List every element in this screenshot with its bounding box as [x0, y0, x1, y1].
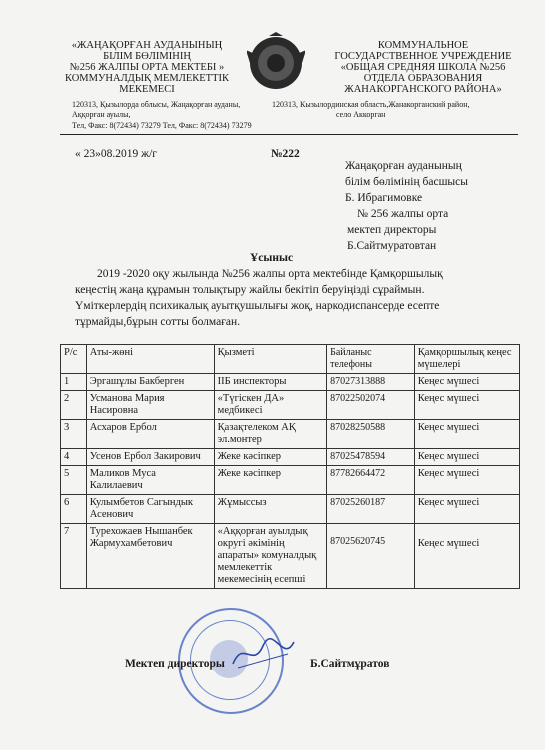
addressee-block [345, 158, 535, 254]
addressee-line: № 256 жалпы орта [357, 208, 449, 220]
addressee-line: Б. Ибрагимовке [345, 192, 423, 204]
member-position: Жеке кәсіпкер [214, 449, 326, 466]
header-cell: Р/с [61, 345, 87, 374]
header-divider [60, 134, 518, 135]
row-number: 2 [61, 391, 87, 420]
header-left [52, 40, 242, 95]
member-position: «Аққорған ауылдық округі әкімінің апараты» комуналдық мемлекеттік мекемесінің есепші [214, 524, 326, 589]
doc-title: Ұсыныс [250, 252, 294, 264]
member-role: Кеңес мүшесі [414, 420, 519, 449]
row-number: 5 [61, 466, 87, 495]
header-left-line: КОММУНАЛДЫҚ МЕМЛЕКЕТТІК [64, 73, 230, 84]
table-row [61, 524, 520, 589]
signature-left: Мектеп директоры [125, 658, 225, 670]
table-row [61, 374, 520, 391]
addressee-line: білім бөлімінің басшысы [345, 176, 468, 188]
member-position: Жеке кәсіпкер [214, 466, 326, 495]
member-name: Маликов Муса Калилаевич [86, 466, 214, 495]
member-role: Кеңес мүшесі [414, 466, 519, 495]
member-role: Кеңес мүшесі [414, 374, 519, 391]
state-emblem-icon [247, 32, 305, 94]
member-phone: 87025260187 [327, 495, 415, 524]
header-right-line: КОММУНАЛЬНОЕ [377, 40, 469, 51]
member-name: Турехожаев Нышанбек Жармухамбетович [86, 524, 214, 589]
row-number: 3 [61, 420, 87, 449]
addressee-line: мектеп директоры [347, 224, 437, 236]
table-row [61, 466, 520, 495]
member-name: Усманова Мария Насировна [86, 391, 214, 420]
member-position: ІІБ инспекторы [214, 374, 326, 391]
member-phone: 87025620745 [327, 524, 415, 589]
address-right [272, 100, 522, 119]
doc-date: « 23»08.2019 ж/г [75, 148, 157, 160]
member-phone: 87028250588 [327, 420, 415, 449]
header-left-line: МЕКЕМЕСІ [119, 84, 175, 95]
members-table [60, 344, 520, 589]
member-role: Кеңес мүшесі [414, 524, 519, 589]
request-paragraph [75, 266, 525, 330]
header-right-line: ЖАНАКОРГАНСКОГО РАЙОНА» [344, 84, 502, 95]
table-header-row [61, 345, 520, 374]
member-phone: 87022502074 [327, 391, 415, 420]
member-phone: 87025478594 [327, 449, 415, 466]
row-number: 7 [61, 524, 87, 589]
addressee-line: Жаңақорған ауданының [345, 160, 462, 172]
paragraph-line: кеңестің жаңа құрамын толықтыру жайлы бекітіп беруіңізді сұраймын. [75, 284, 425, 296]
paragraph-line: 2019 -2020 оқу жылында №256 жалпы орта мектебінде Қамқоршылық [97, 268, 443, 280]
address-left [72, 100, 272, 119]
row-number: 6 [61, 495, 87, 524]
header-cell: Қызметі [214, 345, 326, 374]
address-left-line: 120313, Қызылорда облысы, Жаңақорған ауданы, [72, 100, 241, 109]
table-row [61, 449, 520, 466]
header-left-line: №256 ЖАЛПЫ ОРТА МЕКТЕБІ » [69, 62, 225, 73]
address-left-line: Аққорған ауылы, [72, 109, 131, 119]
header-right [318, 40, 528, 95]
doc-number: №222 [271, 148, 300, 160]
handwritten-signature-icon [228, 634, 298, 674]
header-right-line: «ОБЩАЯ СРЕДНЯЯ ШКОЛА №256 [340, 62, 506, 73]
member-name: Усенов Ербол Закирович [86, 449, 214, 466]
member-role: Кеңес мүшесі [414, 391, 519, 420]
header-left-line: БІЛІМ БӨЛІМІНІҢ [103, 51, 191, 62]
member-name: Кулымбетов Сагындык Асенович [86, 495, 214, 524]
address-right-line: село Аккорган [336, 109, 386, 119]
member-phone: 87782664472 [327, 466, 415, 495]
row-number: 4 [61, 449, 87, 466]
paragraph-line: тұрмайды,бұрын сотты болмаған. [75, 316, 241, 328]
member-role: Кеңес мүшесі [414, 449, 519, 466]
header-right-line: ГОСУДАРСТВЕННОЕ УЧРЕЖДЕНИЕ [334, 51, 512, 62]
addressee-line: Б.Сайтмуратовтан [347, 240, 437, 252]
header-left-line: «ЖАҢАҚОРҒАН АУДАНЫНЫҢ [71, 40, 223, 51]
signature-right: Б.Сайтмұратов [310, 658, 390, 670]
phones-line: Тел, Факс: 8(72434) 73279 Тел, Факс: 8(72434) 73279 [72, 121, 252, 130]
table-row [61, 495, 520, 524]
header-cell: Аты-жөні [86, 345, 214, 374]
table-row [61, 420, 520, 449]
header-right-line: ОТДЕЛА ОБРАЗОВАНИЯ [363, 73, 483, 84]
member-position: Қазақтелеком АҚ эл.монтер [214, 420, 326, 449]
paragraph-line: Үміткерлердің психикалық ауытқушылығы жоқ, наркодиспансерде есепте [75, 300, 440, 312]
table-row [61, 391, 520, 420]
member-position: «Түгіскен ДА» медбикесі [214, 391, 326, 420]
header-cell: Қамқоршылық кеңес мүшелері [414, 345, 519, 374]
row-number: 1 [61, 374, 87, 391]
member-position: Жұмыссыз [214, 495, 326, 524]
member-phone: 87027313888 [327, 374, 415, 391]
member-role: Кеңес мүшесі [414, 495, 519, 524]
member-name: Асхаров Ербол [86, 420, 214, 449]
member-name: Эргашұлы Бакберген [86, 374, 214, 391]
address-right-line: 120313, Кызылординская область,Жанакорганский район, [272, 100, 470, 109]
header-cell: Байланыс телефоны [327, 345, 415, 374]
